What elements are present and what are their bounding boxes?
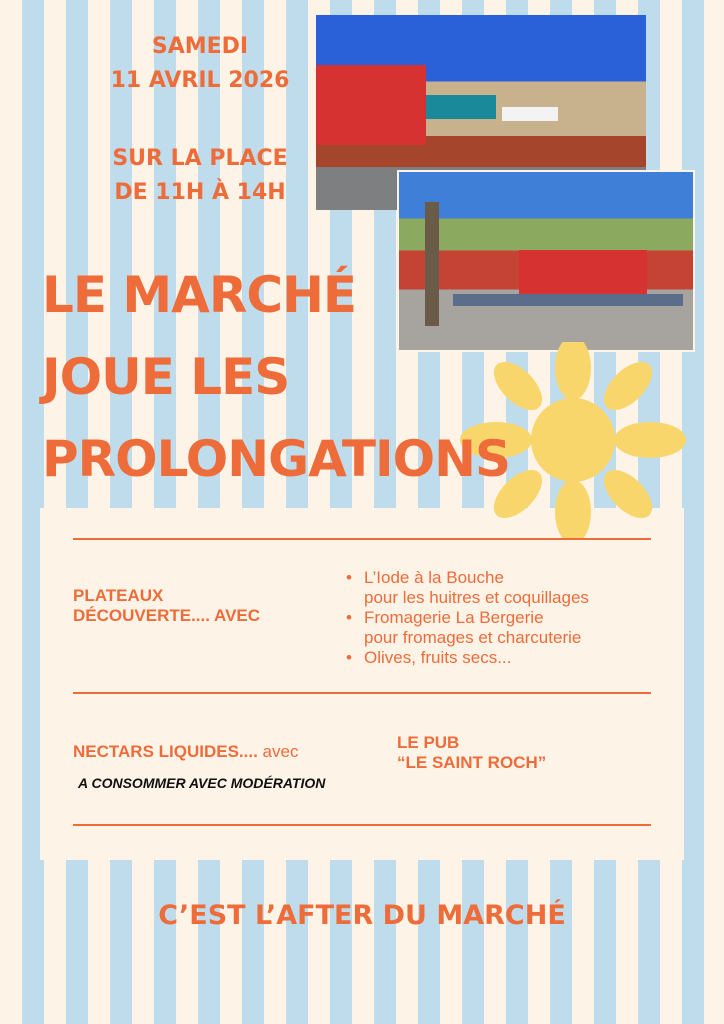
- nectars-label: [73, 742, 298, 762]
- nectars-label-suffix: avec: [262, 742, 299, 761]
- pub-line1: LE PUB: [397, 733, 460, 752]
- moderation-notice: A CONSOMMER AVEC MODÉRATION: [78, 775, 326, 791]
- list-item: [346, 648, 666, 668]
- plateaux-label: [73, 586, 260, 626]
- pub-name: [397, 733, 546, 773]
- white-tent-shape: [502, 107, 558, 121]
- plateaux-label-line2: DÉCOUVERTE.... AVEC: [73, 606, 261, 625]
- event-date: [90, 30, 310, 98]
- divider-top: [73, 538, 651, 540]
- date-full: 11 AVRIL 2026: [110, 68, 290, 93]
- headline-line1: LE MARCHÉ: [42, 266, 357, 324]
- headline-line2: JOUE LES: [42, 348, 290, 406]
- footer-slogan: C’EST L’AFTER DU MARCHÉ: [158, 900, 566, 931]
- content-panel: [40, 508, 684, 860]
- date-day: SAMEDI: [151, 34, 249, 59]
- vendor-name: L’Iode à la Bouche: [364, 568, 504, 587]
- market-tent-shape: [426, 95, 496, 119]
- place-line: SUR LA PLACE: [112, 146, 288, 171]
- headline-line3: PROLONGATIONS: [42, 430, 511, 488]
- vendor-detail: pour fromages et charcuterie: [364, 628, 582, 647]
- red-building-shape: [316, 65, 426, 145]
- vendor-detail: pour les huitres et coquillages: [364, 588, 589, 607]
- plateaux-label-line1: PLATEAUX: [73, 586, 164, 605]
- list-item: [346, 608, 666, 648]
- nectars-label-bold: NECTARS LIQUIDES....: [73, 742, 258, 761]
- time-line: DE 11H À 14H: [114, 180, 286, 205]
- list-item: [346, 568, 666, 608]
- headline: [42, 254, 510, 500]
- event-place-time: [90, 142, 310, 210]
- divider-bottom: [73, 824, 651, 826]
- vendor-name: Fromagerie La Bergerie: [364, 608, 544, 627]
- pub-line2: “LE SAINT ROCH”: [397, 753, 547, 772]
- vendor-list: [346, 568, 666, 668]
- vendor-name: Olives, fruits secs...: [364, 648, 512, 667]
- divider-middle: [73, 692, 651, 694]
